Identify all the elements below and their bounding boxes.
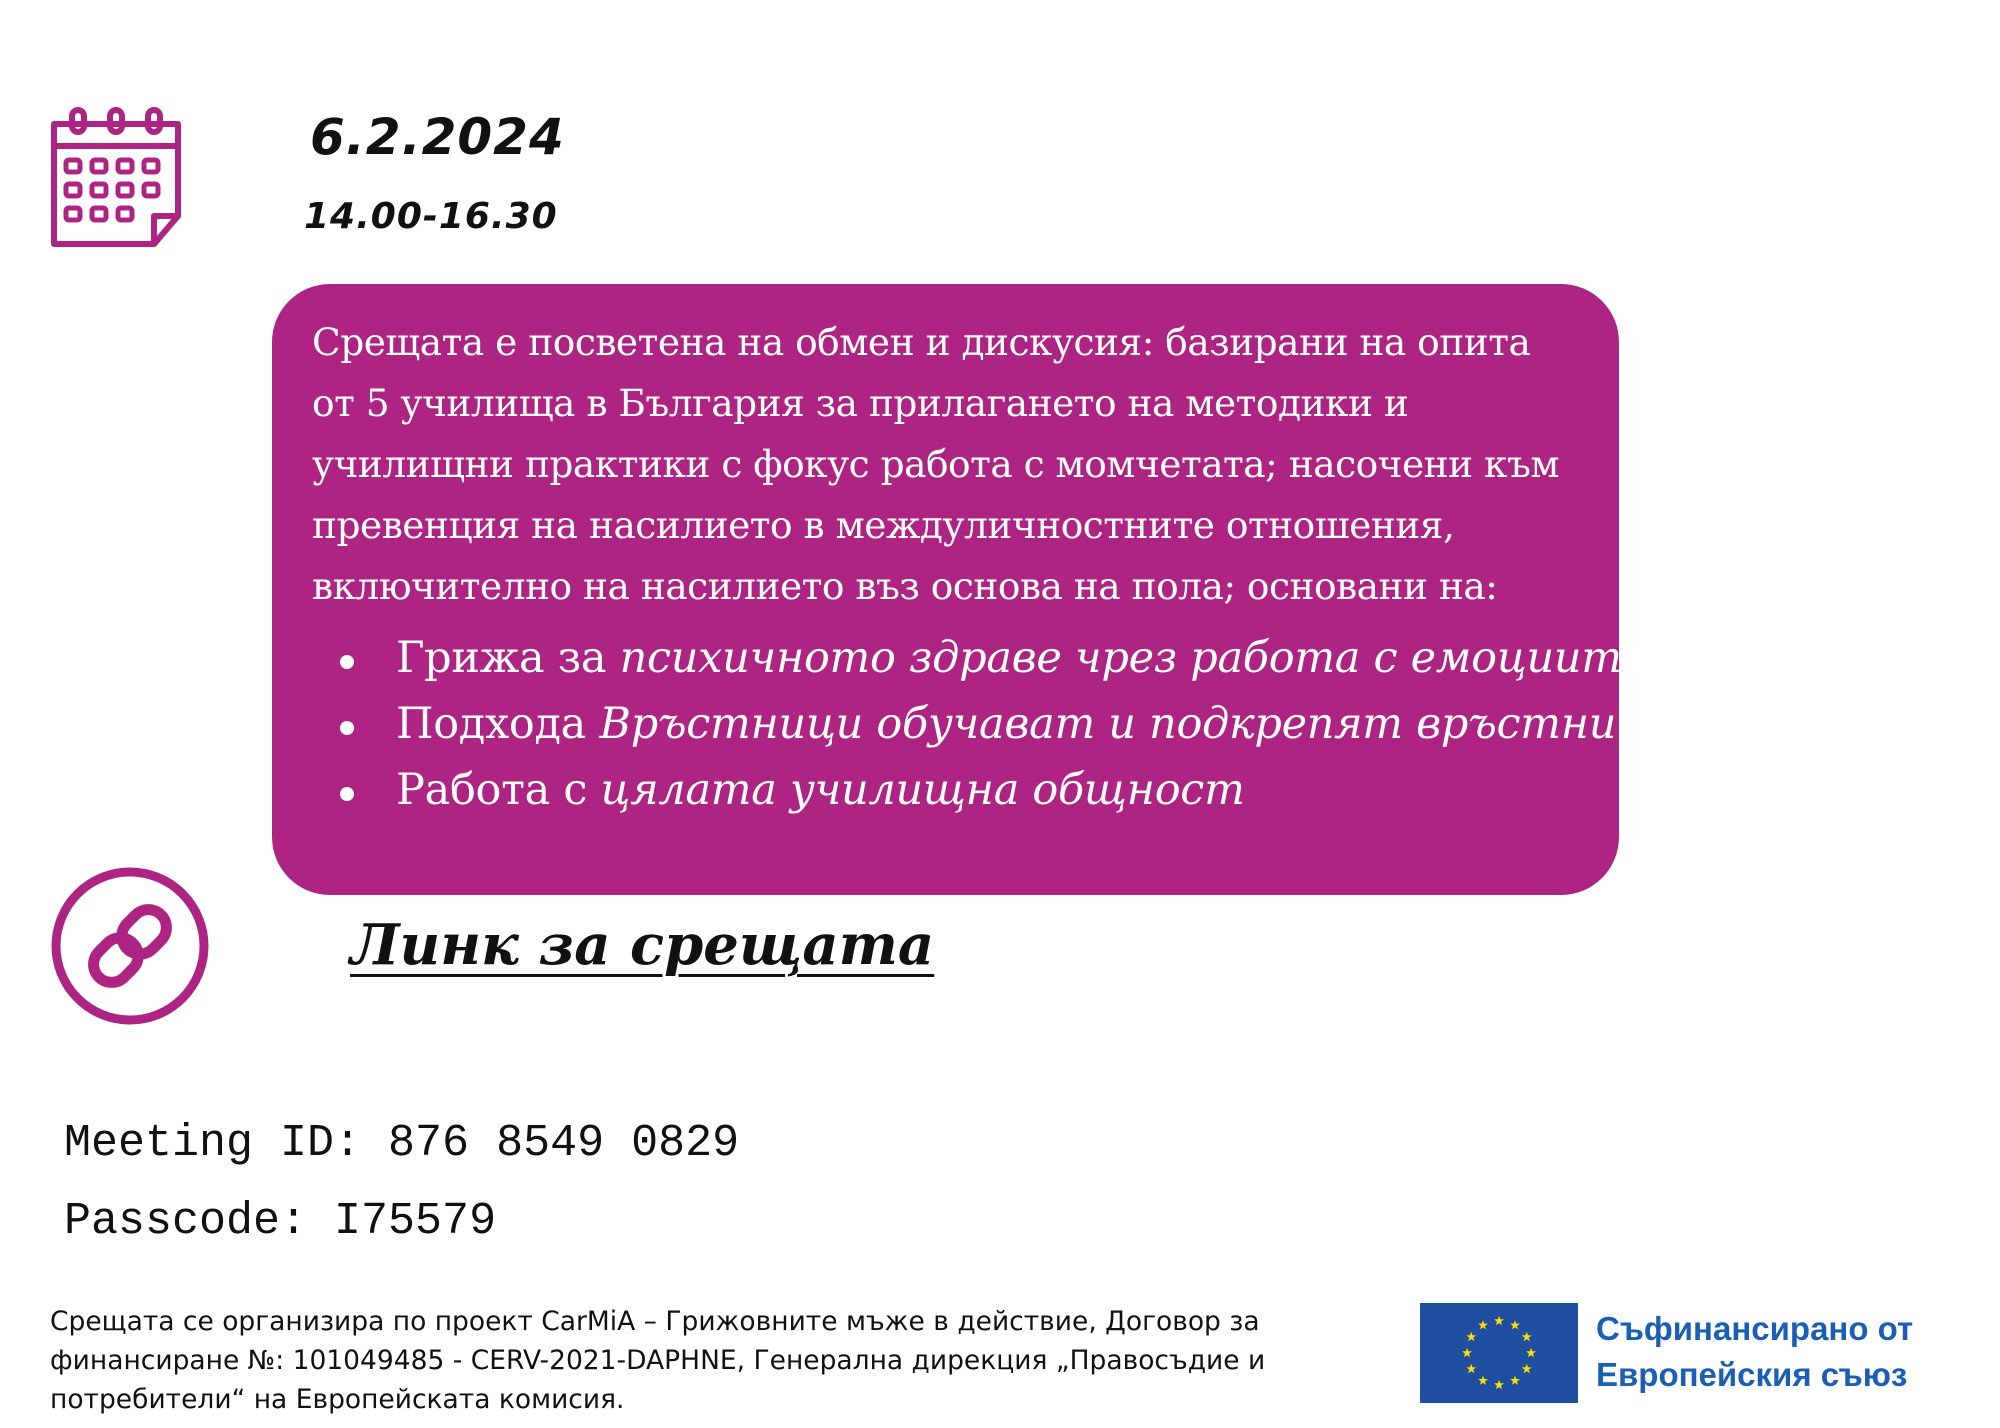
eu-cofunded-label — [1596, 1306, 1913, 1398]
list-item-italic: Връстници обучават и подкрепят връстници — [599, 699, 1674, 749]
list-item-plain: Работа с — [396, 765, 601, 815]
eu-label-line1: Съфинансирано от — [1596, 1310, 1914, 1347]
eu-flag-icon — [1420, 1303, 1578, 1403]
event-time: 14.00-16.30 — [304, 196, 558, 237]
list-item-italic: психичното здраве чрез работа с емоциите — [619, 633, 1647, 683]
focus-list — [312, 625, 1674, 823]
meeting-passcode: Passcode: I75579 — [64, 1196, 497, 1247]
footer-funding-text: Срещата се организира по проект CarMiA – Грижовните мъже в действие, Договор за финансиране №: 101049485 - CERV-2021-DAPHNE, Генерална дирекция „Правосъдие и потребители“ на Европейската комисия. — [50, 1306, 1266, 1415]
description-text: Срещата е посветена на обмен и дискусия: базирани на опита от 5 училища в България за прилагането на методики и училищни практики с фокус работа с момчетата; насочени към превенция на насилието в междуличностните отношения, включително на насилието въз основа на пола; основани на: — [312, 320, 1560, 608]
event-date: 6.2.2024 — [310, 108, 565, 166]
list-item-italic: цялата училищна общност — [600, 765, 1245, 815]
list-item-plain: Грижа за — [396, 633, 620, 683]
list-item — [312, 691, 1674, 757]
link-icon — [50, 866, 210, 1026]
list-item — [312, 625, 1647, 691]
eu-label-line2: Европейския съюз — [1596, 1356, 1908, 1393]
list-item — [312, 757, 1579, 823]
description-card — [272, 284, 1674, 895]
calendar-icon — [46, 104, 186, 250]
list-item-plain: Подхода — [396, 699, 600, 749]
meeting-id: Meeting ID: 876 8549 0829 — [64, 1118, 740, 1169]
meeting-link[interactable]: Линк за срещата — [350, 912, 935, 978]
